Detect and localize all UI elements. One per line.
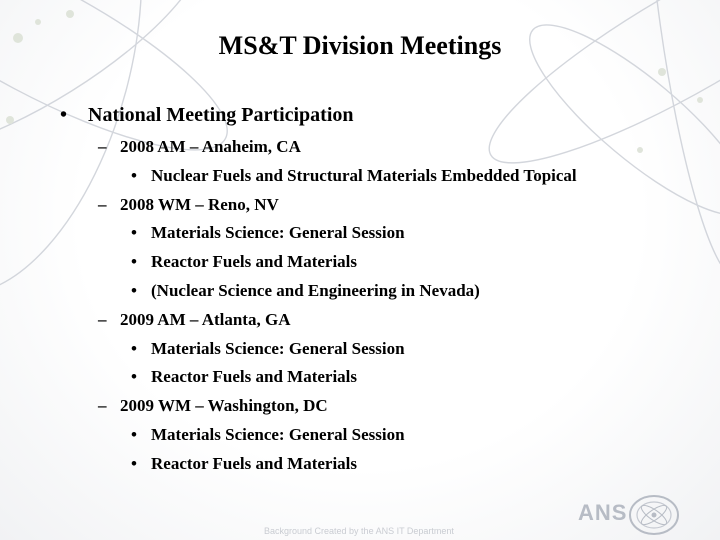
bullet-level-1 <box>60 102 354 128</box>
bullet-text: National Meeting Participation <box>88 104 354 126</box>
bullet-text: 2008 AM – Anaheim, CA <box>120 137 301 156</box>
bullet-level-2 <box>98 136 301 158</box>
bullet-text: Reactor Fuels and Materials <box>151 367 358 387</box>
bullet-level-2 <box>98 309 290 331</box>
bullet-marker: • <box>131 252 137 272</box>
bullet-level-3 <box>131 251 357 273</box>
bullet-text: 2009 AM – Atlanta, GA <box>120 309 291 329</box>
bullet-level-3 <box>131 338 405 360</box>
bullet-marker: – <box>98 309 107 329</box>
bullet-text: 2009 WM – Washington, DC <box>120 396 328 416</box>
bullet-text: Nuclear Fuels and Structural Materials Embedded Topical <box>151 165 577 185</box>
bullet-text: Materials Science: General Session <box>151 338 405 358</box>
bullet-marker: – <box>98 396 107 416</box>
bullet-marker: • <box>131 425 137 444</box>
bullet-level-3 <box>131 366 357 388</box>
bullet-level-3 <box>131 280 480 302</box>
bullet-level-2 <box>98 194 279 216</box>
bullet-marker: – <box>98 137 107 156</box>
ans-logo-text: ANS <box>578 500 628 525</box>
bullet-text: 2008 WM – Reno, NV <box>120 194 279 214</box>
bullet-marker: – <box>98 194 107 214</box>
background-credit: Background Created by the ANS IT Department <box>264 526 454 536</box>
bullet-level-3 <box>131 453 357 475</box>
bullet-marker: • <box>60 104 68 126</box>
bullet-marker: • <box>131 453 137 473</box>
bullet-level-2 <box>98 395 328 417</box>
bullet-level-3 <box>131 424 405 446</box>
bullet-text: (Nuclear Science and Engineering in Nevada) <box>151 281 480 300</box>
slide-title: MS&T Division Meetings <box>218 31 502 60</box>
ans-seal-logo-icon <box>628 494 680 536</box>
bullet-marker: • <box>131 223 137 243</box>
bullet-marker: • <box>131 338 137 358</box>
bullet-text: Materials Science: General Session <box>151 425 405 444</box>
bullet-marker: • <box>131 367 137 387</box>
bullet-text: Materials Science: General Session <box>151 223 405 243</box>
bullet-marker: • <box>131 165 137 185</box>
bullet-level-3 <box>131 222 405 244</box>
bullet-level-3 <box>131 165 577 187</box>
bullet-marker: • <box>131 281 137 300</box>
bullet-text: Reactor Fuels and Materials <box>151 252 358 272</box>
bullet-text: Reactor Fuels and Materials <box>151 453 358 473</box>
